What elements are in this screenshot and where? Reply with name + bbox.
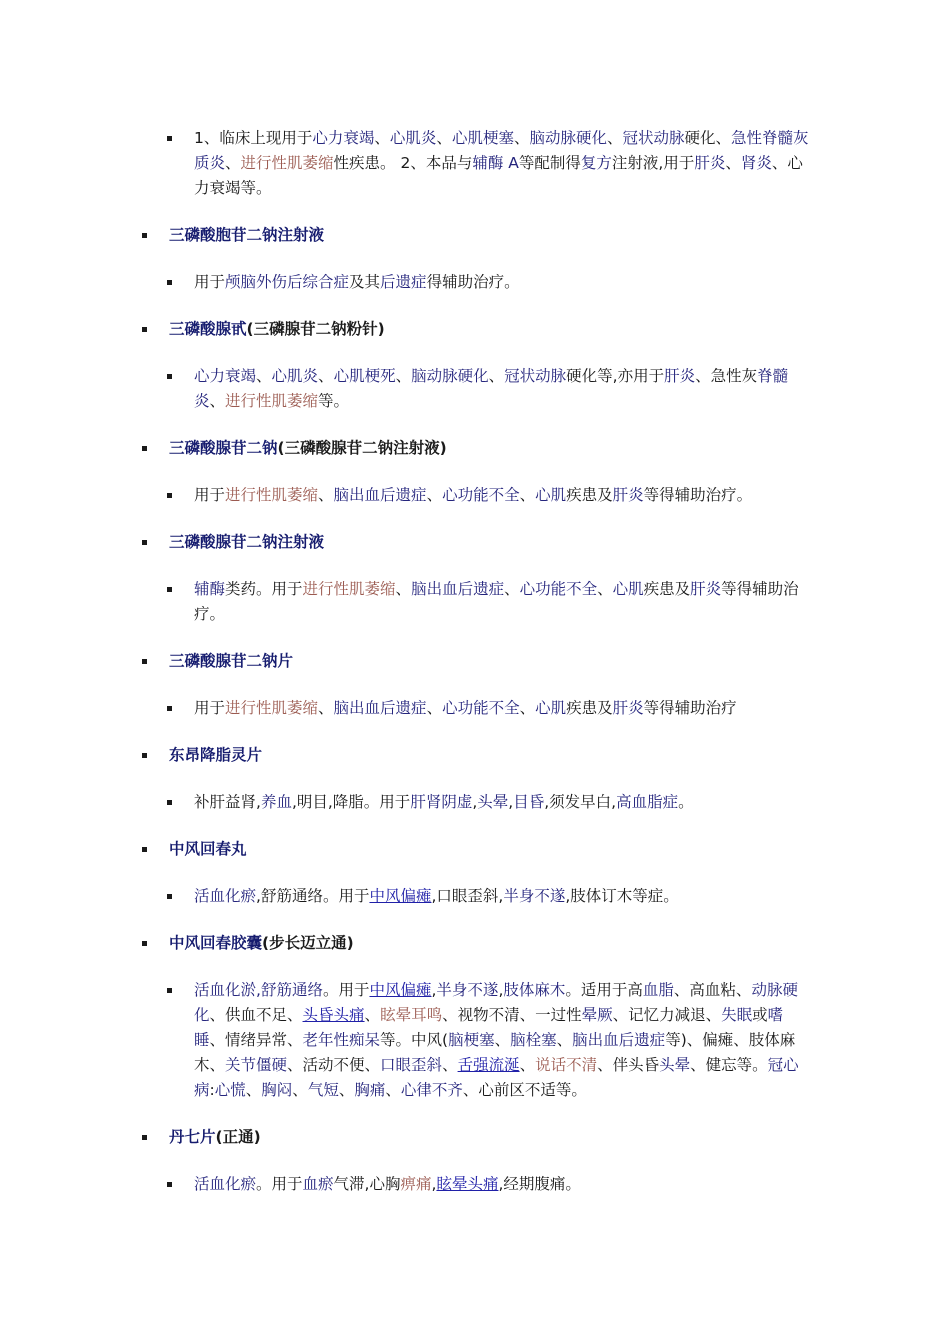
text-segment: 硬化等,亦用于 bbox=[566, 367, 665, 385]
term: 心功能不全 bbox=[519, 580, 598, 598]
term: 晕厥 bbox=[581, 1006, 613, 1024]
text-segment: 、 bbox=[436, 129, 452, 147]
term: 进行性肌萎缩 bbox=[225, 486, 319, 504]
text-segment: 。用于 bbox=[256, 1175, 303, 1193]
text-segment: 、 bbox=[318, 367, 334, 385]
text-segment: 气滞,心胸 bbox=[333, 1175, 401, 1193]
text-segment: , bbox=[498, 981, 504, 999]
term: 心肌梗死 bbox=[333, 367, 396, 385]
term: 气短 bbox=[307, 1081, 339, 1099]
term-link[interactable]: 头昏头痛 bbox=[302, 1006, 365, 1024]
text-segment: 疾患及 bbox=[566, 486, 613, 504]
term: 心肌 bbox=[535, 699, 567, 717]
text-segment: 用于 bbox=[194, 699, 226, 717]
bullet-marker bbox=[142, 941, 147, 946]
text-segment: 补肝益肾, bbox=[194, 793, 261, 811]
term: 老年性痴呆 bbox=[302, 1031, 381, 1049]
text-segment: 等。 bbox=[318, 392, 350, 410]
text-segment: 、 bbox=[426, 486, 443, 504]
drug-heading bbox=[169, 530, 950, 555]
text-segment: 类药。用于 bbox=[225, 580, 303, 598]
spacer bbox=[0, 1103, 950, 1125]
bullet-marker bbox=[167, 280, 172, 285]
term: 肝炎 bbox=[612, 699, 644, 717]
term: 辅酶 A bbox=[472, 154, 519, 172]
drug-heading bbox=[169, 317, 950, 342]
spacer bbox=[0, 862, 950, 884]
text-segment: ,须发早白, bbox=[544, 793, 617, 811]
text-segment: 注射液,用于 bbox=[611, 154, 695, 172]
text-segment: 得辅助治疗。 bbox=[426, 273, 520, 291]
term: 后遗症 bbox=[380, 273, 427, 291]
drug-heading bbox=[169, 436, 950, 461]
term: 心力衰竭 bbox=[312, 129, 375, 147]
drug-name: 东昂降脂灵片 bbox=[169, 746, 263, 764]
term: 肝肾阴虚 bbox=[410, 793, 473, 811]
spacer bbox=[0, 342, 950, 364]
text-segment: 、 bbox=[494, 1031, 511, 1049]
spacer bbox=[0, 555, 950, 577]
term: 进行性肌萎缩 bbox=[302, 580, 396, 598]
text-segment: 、 bbox=[513, 129, 530, 147]
text-segment: 硬化、 bbox=[684, 129, 732, 147]
term: 冠心病 bbox=[194, 1056, 799, 1099]
text-segment: 、急性灰 bbox=[695, 367, 758, 385]
term: 脑动脉硬化 bbox=[529, 129, 607, 147]
term: 辅酶 bbox=[194, 580, 226, 598]
term: 脑动脉硬化 bbox=[411, 367, 489, 385]
term: 胸闷 bbox=[261, 1081, 293, 1099]
text-segment: 、健忘等。 bbox=[690, 1056, 768, 1074]
bullet-marker bbox=[142, 233, 147, 238]
bullet-marker bbox=[142, 659, 147, 664]
text-segment: 、 bbox=[597, 580, 613, 598]
term: 进行性肌萎缩 bbox=[225, 699, 319, 717]
term: 失眠 bbox=[721, 1006, 753, 1024]
term-link[interactable]: 中风偏瘫 bbox=[369, 981, 432, 999]
text-segment: 、 bbox=[318, 699, 334, 717]
text-segment: 、 bbox=[725, 154, 741, 172]
term: 冠状动脉 bbox=[504, 367, 567, 385]
term: 头晕 bbox=[659, 1056, 691, 1074]
text-segment: 。 bbox=[678, 793, 694, 811]
term: 急性脊髓灰质炎 bbox=[194, 129, 809, 172]
drug-name-note: (三磷酸腺苷二钠注射液) bbox=[277, 439, 447, 457]
text-segment: 、 bbox=[364, 1006, 381, 1024]
drug-name: 三磷酸腺苷二钠 bbox=[169, 439, 278, 457]
text-segment: , bbox=[431, 1175, 437, 1193]
text-segment: 、 bbox=[338, 1081, 355, 1099]
indication-text bbox=[194, 696, 810, 721]
text-segment: 、 bbox=[519, 699, 536, 717]
drug-name: 三磷酸腺甙 bbox=[169, 320, 247, 338]
term: 脑出血后遗症 bbox=[333, 699, 427, 717]
text-segment: 、情绪异常、 bbox=[209, 1031, 303, 1049]
drug-name: 丹七片 bbox=[169, 1128, 216, 1146]
term: 心肌梗塞 bbox=[451, 129, 514, 147]
term: 复方 bbox=[580, 154, 612, 172]
spacer bbox=[0, 674, 950, 696]
text-segment: 、 bbox=[225, 154, 241, 172]
term: 养血 bbox=[260, 793, 292, 811]
spacer bbox=[0, 721, 950, 743]
term-link[interactable]: 眩晕头痛 bbox=[436, 1175, 499, 1193]
text-segment: 、心前区不适等。 bbox=[462, 1081, 587, 1099]
term: 关节僵硬 bbox=[225, 1056, 288, 1074]
drug-name-note: (步长迈立通) bbox=[262, 934, 354, 952]
text-segment: , bbox=[472, 793, 478, 811]
bullet-marker bbox=[167, 136, 172, 141]
indication-text bbox=[194, 270, 810, 295]
spacer bbox=[0, 815, 950, 837]
text-segment: ,经期腹痛。 bbox=[498, 1175, 581, 1193]
text-segment: ,明目,降脂。用于 bbox=[291, 793, 411, 811]
term: 心力衰竭 bbox=[194, 367, 257, 385]
text-segment: 、 bbox=[318, 486, 334, 504]
term: 目昏 bbox=[513, 793, 545, 811]
drug-name: 三磷酸腺苷二钠片 bbox=[169, 652, 294, 670]
text-segment: 等配制得 bbox=[518, 154, 581, 172]
text-segment: 、 bbox=[385, 1081, 401, 1099]
term: 冠状动脉 bbox=[622, 129, 685, 147]
term: 脊髓炎 bbox=[194, 367, 789, 410]
term: 心肌炎 bbox=[389, 129, 437, 147]
text-segment: 、 bbox=[519, 486, 536, 504]
text-segment: 、记忆力减退、 bbox=[612, 1006, 722, 1024]
term: 头晕 bbox=[477, 793, 509, 811]
text-segment: 、心力衰竭等。 bbox=[194, 154, 803, 197]
spacer bbox=[0, 768, 950, 790]
drug-heading bbox=[169, 1125, 950, 1150]
bullet-marker bbox=[142, 1135, 147, 1140]
indication-text bbox=[194, 978, 810, 1103]
text-segment: 、 bbox=[209, 392, 226, 410]
term: 高血脂症 bbox=[616, 793, 679, 811]
text-segment: 、 bbox=[606, 129, 623, 147]
indication-text bbox=[194, 364, 810, 414]
text-segment: ,舒筋通络。用于 bbox=[256, 887, 370, 905]
bullet-marker bbox=[142, 753, 147, 758]
drug-name-note: (三磷腺苷二钠粉针) bbox=[246, 320, 385, 338]
text-segment: 1、临床上现用于 bbox=[194, 129, 313, 147]
term-link[interactable]: 舌强流涎 bbox=[457, 1056, 520, 1074]
document-body bbox=[0, 126, 950, 1219]
term: 半身不遂 bbox=[503, 887, 566, 905]
term: 进行性肌萎缩 bbox=[240, 154, 334, 172]
term: 口眼歪斜 bbox=[380, 1056, 443, 1074]
indication-text bbox=[194, 126, 810, 201]
bullet-marker bbox=[142, 847, 147, 852]
drug-name: 中风回春胶囊 bbox=[169, 934, 263, 952]
term: 心肌炎 bbox=[271, 367, 319, 385]
drug-heading bbox=[169, 743, 950, 768]
indication-text bbox=[194, 790, 810, 815]
term: 脑梗塞 bbox=[448, 1031, 495, 1049]
text-segment: 用于 bbox=[194, 486, 226, 504]
text-segment: 、 bbox=[488, 367, 505, 385]
term: 说话不清 bbox=[535, 1056, 598, 1074]
text-segment: : bbox=[209, 1081, 215, 1099]
text-segment: 。用于 bbox=[322, 981, 370, 999]
spacer bbox=[0, 414, 950, 436]
term: 活血化淤, bbox=[194, 981, 261, 999]
spacer bbox=[0, 627, 950, 649]
spacer bbox=[0, 201, 950, 223]
indication-text bbox=[194, 884, 810, 909]
spacer bbox=[0, 1197, 950, 1219]
term: 眩晕耳鸣 bbox=[380, 1006, 443, 1024]
text-segment: 、 bbox=[395, 580, 412, 598]
term: 进行性肌萎缩 bbox=[225, 392, 319, 410]
bullet-marker bbox=[142, 327, 147, 332]
term: 脑出血后遗症 bbox=[333, 486, 427, 504]
text-segment: 、伴头昏 bbox=[597, 1056, 660, 1074]
text-segment: 等得辅助治疗 bbox=[643, 699, 737, 717]
drug-name: 三磷酸胞苷二钠注射液 bbox=[169, 226, 325, 244]
bullet-marker bbox=[167, 988, 172, 993]
term: 舒筋通络 bbox=[260, 981, 323, 999]
term: 痹痛 bbox=[400, 1175, 432, 1193]
text-segment: ,口眼歪斜, bbox=[431, 887, 504, 905]
text-segment: 、视物不清、一过性 bbox=[442, 1006, 582, 1024]
text-segment: 等)、偏瘫、肢体麻木、 bbox=[194, 1031, 796, 1074]
term: 肝炎 bbox=[664, 367, 696, 385]
spacer bbox=[0, 909, 950, 931]
bullet-marker bbox=[167, 800, 172, 805]
term: 颅脑外伤后综合症 bbox=[225, 273, 350, 291]
drug-heading bbox=[169, 837, 950, 862]
term: 心功能不全 bbox=[442, 486, 520, 504]
term: 心功能不全 bbox=[442, 699, 520, 717]
spacer bbox=[0, 295, 950, 317]
text-segment: 或 bbox=[752, 1006, 768, 1024]
indication-text bbox=[194, 577, 810, 627]
term: 活血化瘀 bbox=[194, 1175, 257, 1193]
indication-text bbox=[194, 1172, 810, 1197]
text-segment: , bbox=[508, 793, 514, 811]
text-segment: ,肢体订木等症。 bbox=[565, 887, 679, 905]
spacer bbox=[0, 956, 950, 978]
text-segment: 、 bbox=[426, 699, 443, 717]
drug-heading bbox=[169, 649, 950, 674]
text-segment: 、 bbox=[442, 1056, 458, 1074]
text-segment: 、 bbox=[245, 1081, 262, 1099]
term: 脑出血后遗症 bbox=[572, 1031, 666, 1049]
spacer bbox=[0, 508, 950, 530]
text-segment: 用于 bbox=[194, 273, 226, 291]
term: 血瘀 bbox=[302, 1175, 334, 1193]
drug-name: 三磷酸腺苷二钠注射液 bbox=[169, 533, 325, 551]
term: 肝炎 bbox=[694, 154, 726, 172]
drug-heading bbox=[169, 223, 950, 248]
drug-heading bbox=[169, 931, 950, 956]
term: 肝炎 bbox=[612, 486, 644, 504]
text-segment: 性疾患。 2、本品与 bbox=[333, 154, 473, 172]
term-link[interactable]: 中风偏瘫 bbox=[369, 887, 432, 905]
term: 心律不齐 bbox=[400, 1081, 463, 1099]
text-segment: 、 bbox=[256, 367, 272, 385]
term: 胸痛 bbox=[354, 1081, 386, 1099]
text-segment: 。适用于高 bbox=[565, 981, 643, 999]
term: 嗜睡 bbox=[194, 1006, 784, 1049]
text-segment: 、活动不便、 bbox=[287, 1056, 381, 1074]
term: 血脂 bbox=[642, 981, 674, 999]
text-segment: 、 bbox=[292, 1081, 308, 1099]
text-segment: 疾患及 bbox=[566, 699, 613, 717]
bullet-marker bbox=[167, 493, 172, 498]
term: 动脉硬化 bbox=[194, 981, 798, 1024]
bullet-marker bbox=[142, 540, 147, 545]
term: 肾炎 bbox=[740, 154, 772, 172]
spacer bbox=[0, 461, 950, 483]
text-segment: 、 bbox=[556, 1031, 573, 1049]
text-segment: , bbox=[431, 981, 437, 999]
bullet-marker bbox=[167, 894, 172, 899]
term: 半身不遂 bbox=[436, 981, 499, 999]
bullet-marker bbox=[167, 374, 172, 379]
term: 心慌 bbox=[214, 1081, 246, 1099]
bullet-marker bbox=[167, 1182, 172, 1187]
spacer bbox=[0, 1150, 950, 1172]
term: 脑栓塞 bbox=[510, 1031, 557, 1049]
text-segment: 、 bbox=[519, 1056, 536, 1074]
drug-name-note: (正通) bbox=[215, 1128, 261, 1146]
term: 脑出血后遗症 bbox=[411, 580, 505, 598]
text-segment: 疾患及 bbox=[643, 580, 691, 598]
bullet-marker bbox=[167, 706, 172, 711]
indication-text bbox=[194, 483, 810, 508]
term: 心肌 bbox=[612, 580, 644, 598]
term: 肝炎 bbox=[690, 580, 722, 598]
text-segment: 等得辅助治疗。 bbox=[194, 580, 799, 623]
term: 活血化瘀 bbox=[194, 887, 257, 905]
term: 肢体麻木 bbox=[503, 981, 566, 999]
term: 心肌 bbox=[535, 486, 567, 504]
text-segment: 、高血粘、 bbox=[673, 981, 752, 999]
text-segment: 、 bbox=[395, 367, 412, 385]
spacer bbox=[0, 248, 950, 270]
text-segment: 、 bbox=[374, 129, 390, 147]
text-segment: 等。中风( bbox=[380, 1031, 449, 1049]
text-segment: 、 bbox=[504, 580, 520, 598]
text-segment: 等得辅助治疗。 bbox=[643, 486, 753, 504]
text-segment: 、供血不足、 bbox=[209, 1006, 303, 1024]
text-segment: 及其 bbox=[349, 273, 381, 291]
bullet-marker bbox=[167, 587, 172, 592]
drug-name: 中风回春丸 bbox=[169, 840, 247, 858]
bullet-marker bbox=[142, 446, 147, 451]
